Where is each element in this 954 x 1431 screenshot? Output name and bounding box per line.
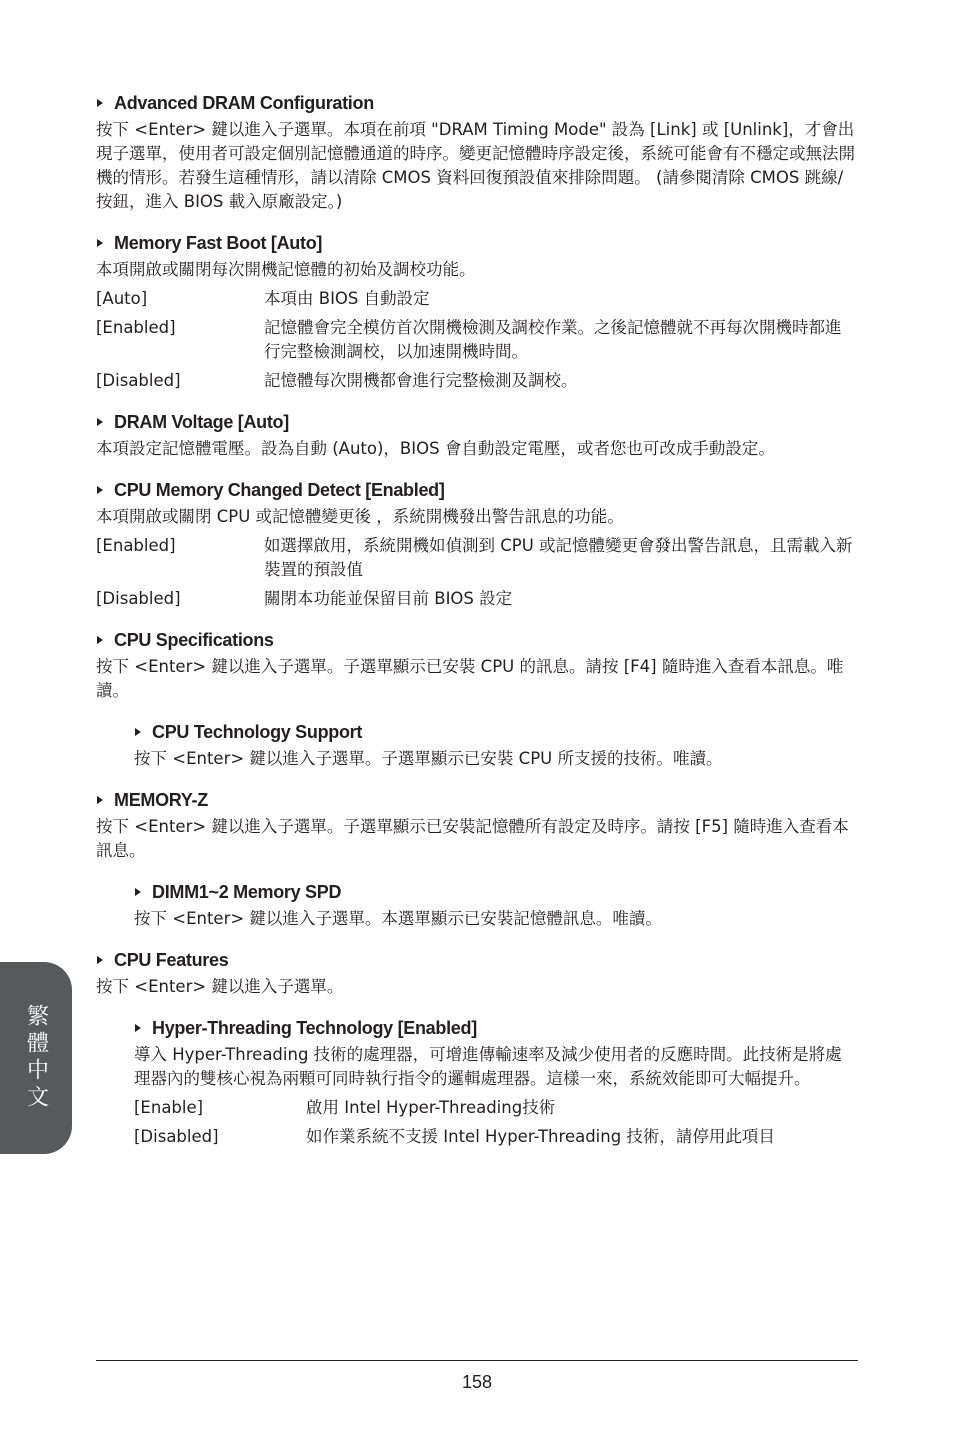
section-memory-fast-boot [96,230,856,393]
option-key: [Enabled] [96,318,176,337]
option-row [134,1125,856,1149]
section-description: 按下 <Enter> 鍵以進入子選單。本選單顯示已安裝記憶體訊息。唯讀。 [134,909,662,928]
option-row [134,1096,856,1120]
section-title: CPU Specifications [114,630,274,650]
section-description: 按下 <Enter> 鍵以進入子選單。 [96,977,344,996]
option-value: 關閉本功能並保留目前 BIOS 設定 [264,589,513,608]
section-heading [96,947,856,973]
section-hyper-threading-technology [134,1015,856,1149]
section-title: CPU Technology Support [152,722,363,742]
option-row [96,369,856,393]
option-row [96,287,856,311]
section-description: 本項設定記憶體電壓。設為自動 (Auto)，BIOS 會自動設定電壓，或者您也可改成手動設定。 [96,439,775,458]
option-row [96,587,856,611]
triangle-bullet-icon [97,796,103,804]
section-description: 導入 Hyper-Threading 技術的處理器，可增進傳輸速率及減少使用者的反應時間。此技術是將處理器內的雙核心視為兩顆可同時執行指令的邏輯處理器。這樣一來，系統效能即可大幅提升。 [134,1045,842,1088]
section-cpu-technology-support [134,719,856,771]
option-value: 如選擇啟用，系統開機如偵測到 CPU 或記憶體變更會發出警告訊息，且需載入新裝置的預設值 [264,536,853,579]
footer-divider [96,1360,858,1361]
option-value: 本項由 BIOS 自動設定 [264,289,430,308]
option-key: [Auto] [96,289,148,308]
section-description: 本項開啟或關閉每次開機記憶體的初始及調校功能。 [96,260,476,279]
section-heading [134,719,856,745]
option-key: [Enable] [134,1098,204,1117]
option-key: [Disabled] [134,1127,219,1146]
page-number: 158 [461,1372,493,1392]
section-heading [96,787,856,813]
section-heading [134,879,856,905]
page-content [96,90,856,1165]
language-side-tab [0,962,72,1154]
section-description: 按下 <Enter> 鍵以進入子選單。子選單顯示已安裝 CPU 的訊息。請按 [F4] 隨時進入查看本訊息。唯讀。 [96,657,844,700]
section-title: CPU Memory Changed Detect [Enabled] [114,480,445,500]
option-value: 記憶體會完全模仿首次開機檢測及調校作業。之後記憶體就不再每次開機時都進行完整檢測調校，以加速開機時間。 [264,318,842,361]
section-memory-z [96,787,856,863]
section-cpu-memory-changed-detect [96,477,856,611]
triangle-bullet-icon [97,99,103,107]
section-cpu-features [96,947,856,999]
triangle-bullet-icon [97,486,103,494]
option-value: 記憶體每次開機都會進行完整檢測及調校。 [264,371,578,390]
option-value: 啟用 Intel Hyper-Threading技術 [306,1098,556,1117]
section-dimm-memory-spd [134,879,856,931]
section-title: MEMORY-Z [114,790,208,810]
section-cpu-specifications [96,627,856,703]
section-title: DIMM1~2 Memory SPD [152,882,342,902]
triangle-bullet-icon [135,1024,141,1032]
section-description: 本項開啟或關閉 CPU 或記憶體變更後 ，系統開機發出警告訊息的功能。 [96,507,624,526]
section-description: 按下 <Enter> 鍵以進入子選單。本項在前項 "DRAM Timing Mode" 設為 [Link] 或 [Unlink]，才會出現子選單，使用者可設定個別記憶體通道的時序。變更記憶體時序設定後，系統可能會有不穩定或無法開機的情形。若發生這種情形，請以清除 CMOS 資料回復預設值來排除問題。 (請參閱清除 CMOS 跳線/ 按鈕，進入 BIOS 載入原廠設定。) [96,120,855,211]
option-key: [Disabled] [96,589,181,608]
triangle-bullet-icon [135,888,141,896]
section-heading [96,230,856,256]
triangle-bullet-icon [97,239,103,247]
section-heading [96,409,856,435]
section-title: CPU Features [114,950,229,970]
section-title: Memory Fast Boot [Auto] [114,233,323,253]
triangle-bullet-icon [135,728,141,736]
triangle-bullet-icon [97,956,103,964]
section-title: Hyper-Threading Technology [Enabled] [152,1018,477,1038]
section-advanced-dram-configuration [96,90,856,214]
section-title: Advanced DRAM Configuration [114,93,374,113]
section-heading [96,627,856,653]
option-row [96,534,856,582]
section-dram-voltage [96,409,856,461]
section-heading [96,477,856,503]
triangle-bullet-icon [97,636,103,644]
section-description: 按下 <Enter> 鍵以進入子選單。子選單顯示已安裝記憶體所有設定及時序。請按 [F5] 隨時進入查看本訊息。 [96,817,849,860]
section-title: DRAM Voltage [Auto] [114,412,289,432]
option-value: 如作業系統不支援 Intel Hyper-Threading 技術，請停用此項目 [306,1127,775,1146]
triangle-bullet-icon [97,418,103,426]
section-heading [96,90,856,116]
option-row [96,316,856,364]
language-tab-label: 繁體中文 [23,1004,49,1112]
section-description: 按下 <Enter> 鍵以進入子選單。子選單顯示已安裝 CPU 所支援的技術。唯讀。 [134,749,723,768]
section-heading [134,1015,856,1041]
option-key: [Enabled] [96,536,176,555]
option-key: [Disabled] [96,371,181,390]
